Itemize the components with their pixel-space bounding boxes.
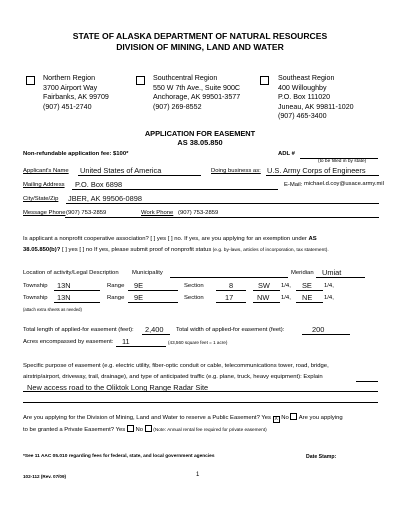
private-yes-checkbox[interactable]	[127, 425, 134, 432]
city-label: City/State/Zip	[23, 196, 59, 202]
section-field-line	[216, 302, 246, 303]
township-value[interactable]: 13N	[57, 293, 71, 302]
region-city: Anchorage, AK 99501-3577	[153, 93, 241, 101]
southeast-region-checkbox[interactable]	[260, 76, 269, 85]
form-statute: AS 38.05.850	[177, 138, 223, 147]
dba-label: Doing business as:	[211, 168, 261, 174]
region-city: Juneau, AK 99811-1020	[278, 102, 354, 111]
public-yes-checkbox[interactable]	[273, 416, 280, 423]
message-phone-value[interactable]: (907) 753-2859	[66, 210, 107, 216]
private-note: (Note: Annual rental fee required for private easement)	[153, 427, 267, 432]
nonprofit-text: Is applicant a nonprofit cooperative association? [ ] yes [ ] no. If yes, are you applying for an exemption under	[23, 236, 307, 242]
township-label: Township	[23, 283, 48, 289]
nonprofit-statute: 38.05.850(b)?	[23, 247, 61, 253]
public-no-checkbox[interactable]	[290, 413, 297, 420]
region-address: 3700 Airport Way	[43, 83, 98, 92]
acres-label: Acres encompassed by easement:	[23, 339, 114, 345]
section-field-line	[216, 290, 246, 291]
range-label: Range	[107, 295, 125, 301]
applicant-label: Applicant's Name	[23, 168, 69, 174]
region-phone: (907) 451-2740	[43, 102, 92, 111]
northern-region-checkbox[interactable]	[26, 76, 35, 85]
public-easement-question	[23, 413, 343, 423]
extra-sheets-note: (attach extra sheets as needed)	[23, 307, 82, 312]
region-po-box: P.O. Box 111020	[278, 93, 331, 101]
nonprofit-note: (e.g. by-laws, articles of incorporation, tax statement).	[211, 248, 329, 253]
meridian-label: Meridian	[291, 270, 314, 276]
quarter-1-field-line	[253, 302, 280, 303]
email-value[interactable]: michael.d.coy@usace.army.mil	[304, 181, 384, 187]
applicant-value[interactable]: United States of America	[80, 166, 162, 175]
dba-value[interactable]: U.S. Army Corps of Engineers	[267, 166, 366, 175]
nonprofit-question-2	[23, 247, 329, 253]
form-number: 102-112 (Rev. 07/09)	[23, 474, 67, 479]
mailing-field-line	[72, 189, 278, 190]
page-number: 1	[196, 472, 200, 478]
range-value[interactable]: 9E	[134, 293, 144, 302]
quarter-2-field-line	[296, 302, 323, 303]
region-phone: (907) 465-3400	[278, 112, 327, 120]
nonprofit-question	[23, 236, 317, 242]
region-city: Fairbanks, AK 99709	[43, 93, 109, 101]
total-width-field-line	[302, 334, 350, 335]
quarter-2-value[interactable]: NE	[302, 293, 313, 302]
section-label: Section	[184, 295, 204, 301]
region-address: 550 W 7th Ave., Suite 900C	[153, 83, 241, 92]
public-easement-text: Are you applying for the Division of Mining, Land and Water to reserve a Public Easement? Yes	[23, 415, 271, 421]
private-no-label: No	[135, 427, 143, 433]
total-length-value[interactable]: 2,400	[145, 325, 164, 334]
southcentral-region	[153, 74, 240, 112]
quarter-label: 1/4,	[281, 283, 291, 289]
total-width-value[interactable]: 200	[312, 325, 325, 334]
total-width-label: Total width of applied-for easement (feet):	[176, 327, 285, 333]
region-address: 400 Willoughby	[278, 83, 327, 92]
acres-note: (43,560 square feet = 1 acre)	[168, 340, 228, 345]
quarter-2-value[interactable]: SE	[302, 281, 312, 290]
quarter-label: 1/4,	[281, 295, 291, 301]
private-easement-text: Are you applying	[298, 415, 343, 421]
meridian-field-line	[316, 277, 365, 278]
township-field-line	[54, 290, 100, 291]
email-label: E-Mail:	[284, 182, 303, 188]
northern-region	[43, 74, 109, 112]
range-field-line	[128, 290, 178, 291]
mailing-label: Mailing Address	[23, 182, 65, 188]
township-value[interactable]: 13N	[57, 281, 71, 290]
mailing-value[interactable]: P.O. Box 6898	[75, 180, 123, 189]
total-length-field-line	[142, 334, 170, 335]
public-no-label: No	[281, 415, 289, 421]
region-name: Southeast Region	[278, 74, 335, 82]
municipality-field-line[interactable]	[170, 277, 288, 278]
form-title: APPLICATION FOR EASEMENT	[144, 129, 256, 138]
quarter-label: 1/4,	[324, 283, 334, 289]
range-label: Range	[107, 283, 125, 289]
location-label: Location of activity/Legal Description	[23, 270, 119, 276]
meridian-value[interactable]: Umiat	[322, 268, 342, 277]
city-field-line	[66, 203, 379, 204]
adl-label: ADL #	[278, 151, 295, 157]
city-value[interactable]: JBER, AK 99506-0898	[68, 194, 142, 203]
purpose-value[interactable]: New access road to the Oliktok Long Range Radar Site	[27, 383, 209, 392]
nonprofit-text-2: [ ] yes [ ] no If yes, please submit proof of nonprofit status	[60, 247, 212, 253]
checkmark: X	[274, 416, 278, 422]
dba-field-line	[266, 175, 379, 176]
quarter-1-value[interactable]: SW	[258, 281, 270, 290]
phone-field-line	[65, 217, 379, 218]
private-easement-question	[23, 425, 267, 433]
section-value[interactable]: 8	[229, 281, 234, 290]
quarter-2-field-line	[296, 290, 323, 291]
nonprofit-as: AS	[308, 236, 317, 242]
purpose-field-line	[23, 391, 378, 392]
applicant-field-line	[78, 175, 201, 176]
township-field-line	[54, 302, 100, 303]
quarter-1-value[interactable]: NW	[257, 293, 270, 302]
municipality-label: Municipality	[132, 270, 163, 276]
quarter-label: 1/4,	[324, 295, 334, 301]
section-value[interactable]: 17	[225, 293, 234, 302]
agency-title: STATE OF ALASKA DEPARTMENT OF NATURAL RESOURCES	[72, 31, 328, 41]
private-easement-text-2: to be granted a Private Easement? Yes	[23, 427, 126, 433]
specific-purpose-line-1: Specific purpose of easement (e.g. electric utility, fiber-optic conduit or cable, telecommunications tower, road, bridge,	[23, 363, 329, 369]
specific-purpose-line-2: airstrip/airport, driveway, trail, drainage), and type of anticipated traffic (e.g. plane, truck, heavy equipment): Explain	[23, 374, 323, 380]
work-phone-label: Work Phone	[141, 210, 174, 216]
work-phone-value[interactable]: (907) 753-2859	[178, 210, 219, 216]
southcentral-region-checkbox[interactable]	[136, 76, 145, 85]
section-label: Section	[184, 283, 204, 289]
southeast-region	[278, 74, 354, 122]
message-phone-label: Message Phone	[23, 210, 66, 216]
explain-field-line	[356, 381, 378, 382]
acres-value[interactable]: 11	[122, 337, 130, 346]
region-name: Southcentral Region	[153, 74, 218, 82]
quarter-1-field-line	[253, 290, 280, 291]
region-name: Northern Region	[43, 74, 96, 82]
region-phone: (907) 269-8552	[153, 102, 202, 111]
fee-label: Non-refundable application fee: $100*	[23, 151, 129, 157]
division-title: DIVISION OF MINING, LAND AND WATER	[116, 42, 284, 52]
township-label: Township	[23, 295, 48, 301]
purpose-field-line-2	[23, 402, 378, 403]
adl-note: (to be filled in by state)	[318, 159, 367, 164]
range-field-line	[128, 302, 178, 303]
private-no-checkbox[interactable]	[145, 425, 152, 432]
range-value[interactable]: 9E	[134, 281, 144, 290]
acres-field-line	[116, 346, 166, 347]
footnote: *See 11 AAC 05.010 regarding fees for federal, state, and local government agencies	[23, 454, 215, 459]
total-length-label: Total length of applied-for easement (feet):	[23, 327, 134, 333]
date-stamp-label: Date Stamp:	[306, 454, 337, 460]
